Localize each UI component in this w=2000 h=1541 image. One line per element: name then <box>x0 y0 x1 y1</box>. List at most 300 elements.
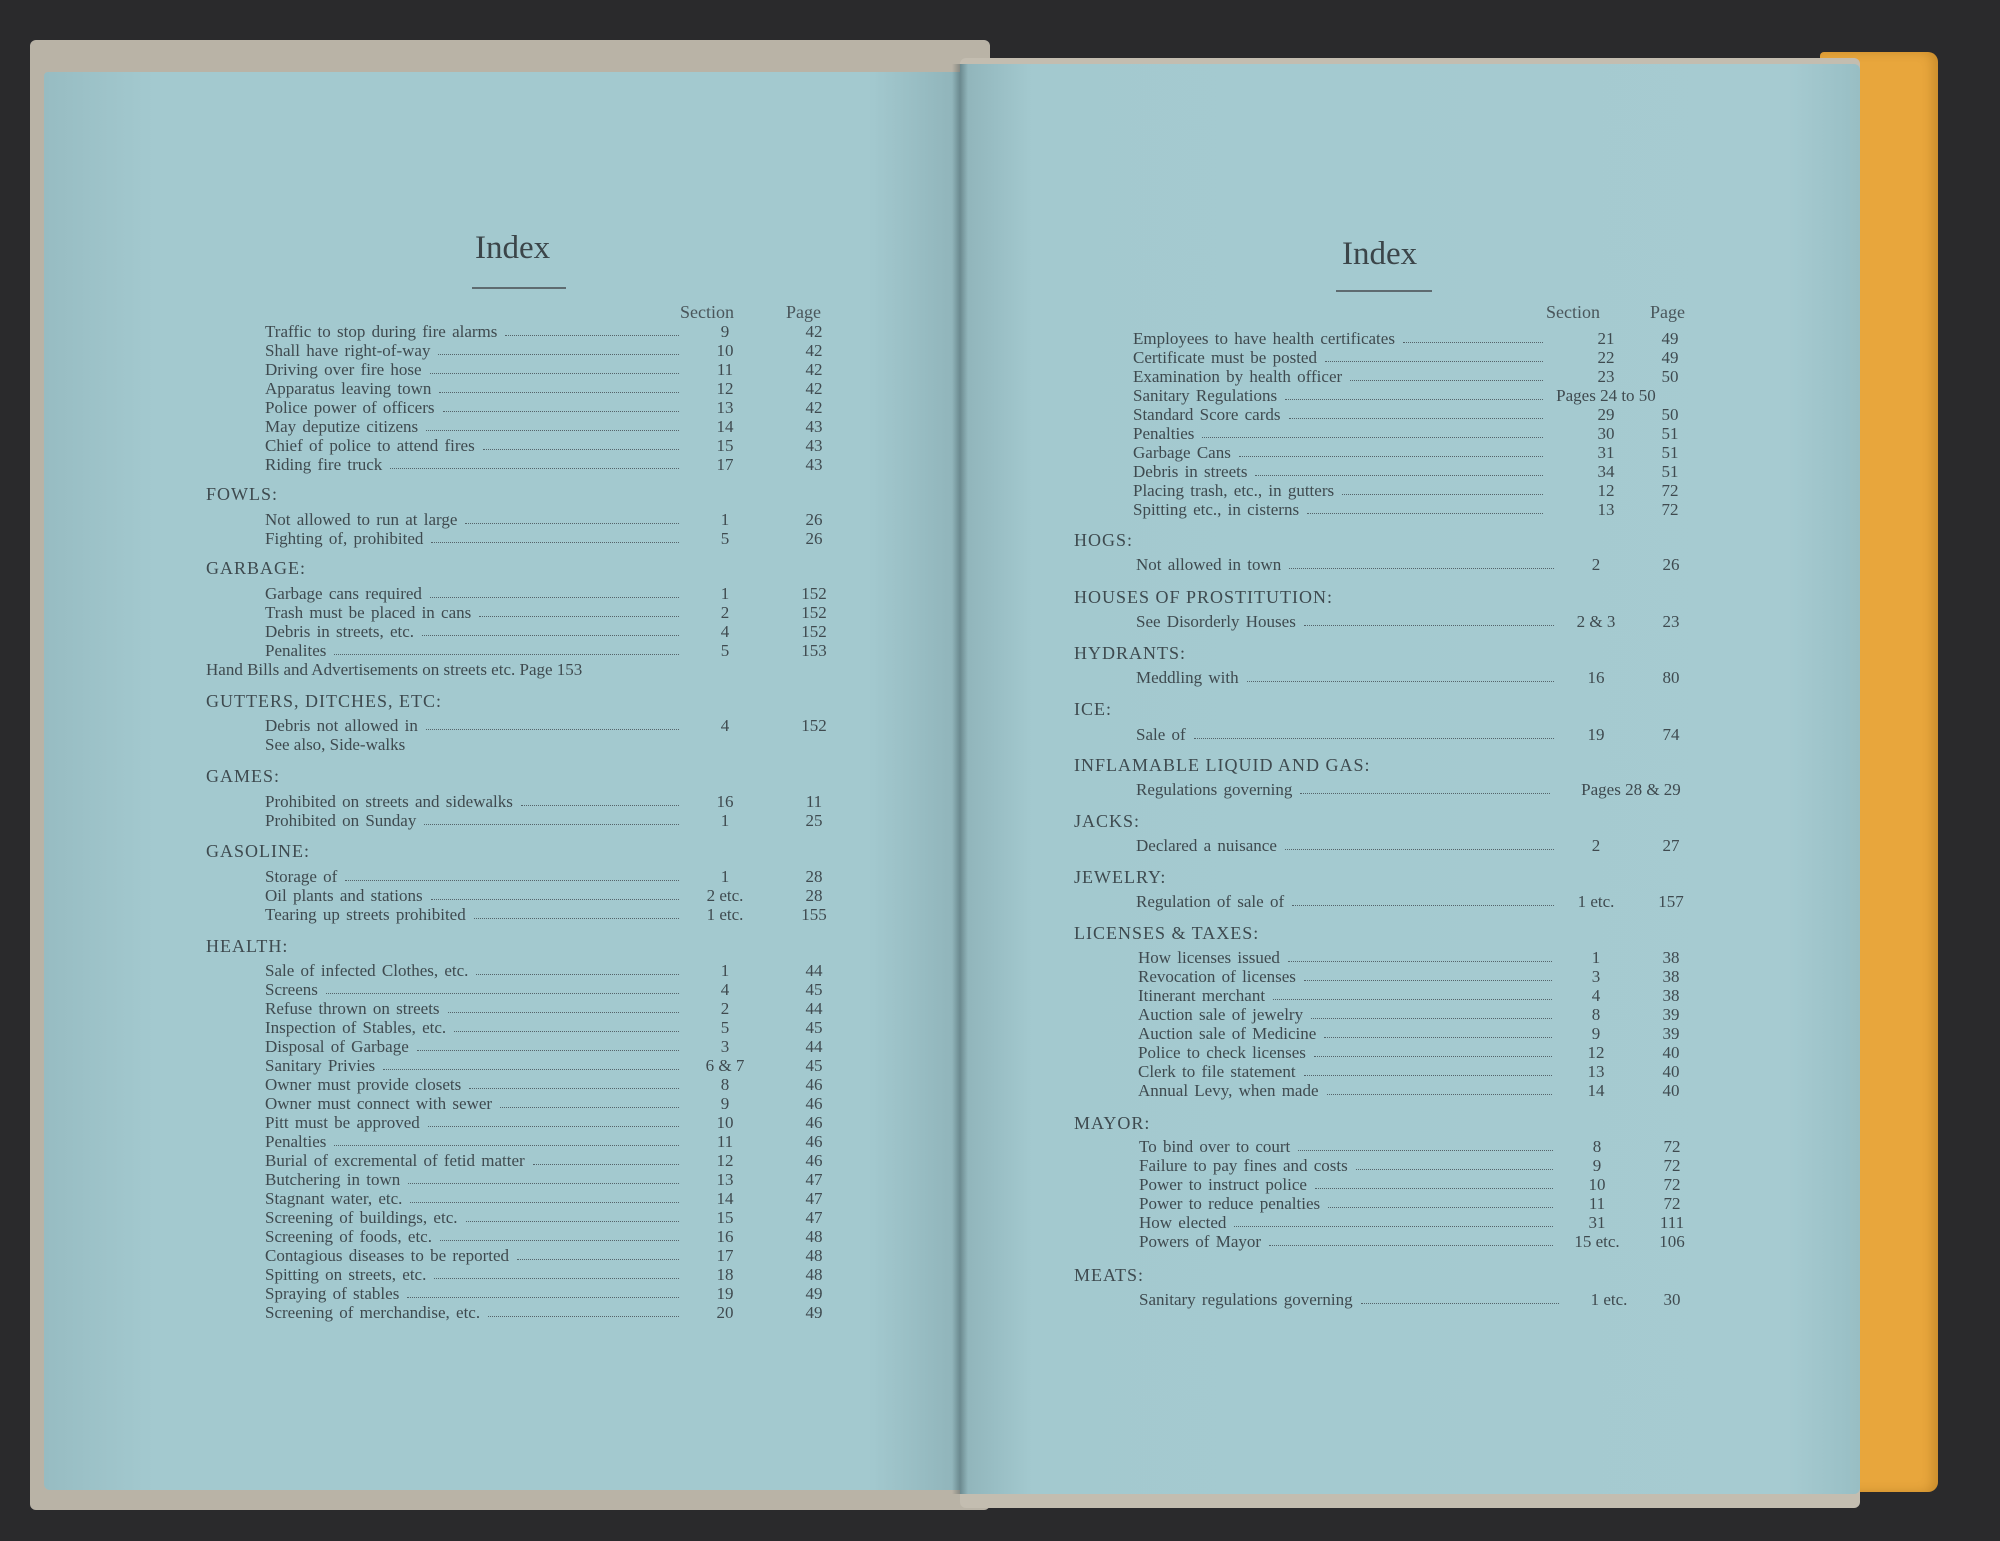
entry-page: 28 <box>805 886 823 905</box>
entry-page: 48 <box>805 1227 823 1246</box>
entry-section: 14 <box>716 417 734 436</box>
index-entry <box>265 1227 825 1246</box>
entry-section: 1 <box>1591 948 1601 967</box>
leader-dots <box>488 1316 679 1317</box>
entry-label: Auction sale of Medicine <box>1138 1024 1317 1043</box>
entry-page: 44 <box>805 999 823 1018</box>
entry-label: Penalites <box>265 641 327 660</box>
entry-page: 72 <box>1661 481 1679 500</box>
leader-dots <box>1288 961 1552 962</box>
entry-page: 50 <box>1661 367 1679 386</box>
entry-section: 21 <box>1597 329 1615 348</box>
index-entry <box>265 811 825 830</box>
entry-label: Not allowed to run at large <box>265 510 458 529</box>
leader-dots <box>1289 418 1543 419</box>
entry-label: Examination by health officer <box>1133 367 1343 386</box>
entry-page: 26 <box>805 510 823 529</box>
index-entry <box>265 961 825 980</box>
index-entry <box>1139 1137 1719 1156</box>
leader-dots <box>326 993 679 994</box>
entry-section: 16 <box>1587 668 1605 687</box>
index-entry <box>1133 348 1733 367</box>
entry-page: 28 <box>805 867 823 886</box>
section-heading: INFLAMABLE LIQUID AND GAS: <box>1074 755 1371 775</box>
entry-label: Tearing up streets prohibited <box>265 905 466 924</box>
entry-label: Inspection of Stables, etc. <box>265 1018 447 1037</box>
entry-page: 48 <box>805 1246 823 1265</box>
entry-label: Failure to pay fines and costs <box>1139 1156 1348 1175</box>
entry-section: 9 <box>1592 1156 1602 1175</box>
index-entry <box>1136 780 1736 799</box>
entry-section: 18 <box>716 1265 734 1284</box>
entry-section: 4 <box>720 716 730 735</box>
leader-dots <box>1307 513 1543 514</box>
entry-section: 11 <box>1588 1194 1606 1213</box>
entry-label: Chief of police to attend fires <box>265 436 475 455</box>
leader-dots <box>521 805 679 806</box>
entry-page: 25 <box>805 811 823 830</box>
section-heading: GUTTERS, DITCHES, ETC: <box>206 691 442 711</box>
index-entry <box>1133 481 1733 500</box>
entry-page: 43 <box>805 417 823 436</box>
entry-section: 4 <box>1591 986 1601 1005</box>
entry-section: 16 <box>716 792 734 811</box>
entry-section: 4 <box>720 980 730 999</box>
entry-label: Sanitary Regulations <box>1133 386 1278 405</box>
index-entry <box>265 1075 825 1094</box>
entry-page: 45 <box>805 1056 823 1075</box>
leader-dots <box>500 1107 679 1108</box>
index-entry <box>1138 1005 1718 1024</box>
index-entry <box>265 980 825 999</box>
entry-section: 13 <box>1597 500 1615 519</box>
entry-page: 49 <box>805 1303 823 1322</box>
leader-dots <box>410 1202 679 1203</box>
entry-section: Pages 24 to 50 <box>1556 386 1656 405</box>
leader-dots <box>517 1259 679 1260</box>
entry-section: 14 <box>1587 1081 1605 1100</box>
entry-label: Spraying of stables <box>265 1284 400 1303</box>
entry-label: Contagious diseases to be reported <box>265 1246 510 1265</box>
entry-label: Regulations governing <box>1136 780 1293 799</box>
entry-section: 8 <box>1592 1137 1602 1156</box>
entry-section: 23 <box>1597 367 1615 386</box>
index-entry <box>265 792 825 811</box>
index-entry <box>1136 555 1716 574</box>
index-entry <box>265 867 825 886</box>
index-entry <box>265 584 825 603</box>
index-entry <box>265 1094 825 1113</box>
right-col-page-header: Page <box>1650 302 1685 322</box>
entry-section: 1 etc. <box>1590 1290 1628 1309</box>
leader-dots <box>466 1221 680 1222</box>
entry-label: Burial of excremental of fetid matter <box>265 1151 525 1170</box>
leader-dots <box>1285 399 1543 400</box>
leader-dots <box>1361 1303 1559 1304</box>
leader-dots <box>1311 1018 1552 1019</box>
index-entry <box>1136 725 1716 744</box>
entry-label: Apparatus leaving town <box>265 379 432 398</box>
entry-section: 2 <box>720 999 730 1018</box>
entry-section: 12 <box>1597 481 1615 500</box>
index-entry <box>1133 329 1733 348</box>
index-entry <box>265 716 825 735</box>
entry-section: 11 <box>716 1132 734 1151</box>
entry-section: 31 <box>1597 443 1615 462</box>
entry-page: 72 <box>1663 1175 1681 1194</box>
section-heading: FOWLS: <box>206 484 279 504</box>
leader-dots <box>1247 681 1554 682</box>
entry-label: Disposal of Garbage <box>265 1037 409 1056</box>
index-entry <box>265 1208 825 1227</box>
index-entry <box>265 1056 825 1075</box>
entry-page: 46 <box>805 1151 823 1170</box>
entry-page: 27 <box>1662 836 1680 855</box>
entry-section: 13 <box>716 1170 734 1189</box>
entry-section: 1 <box>720 961 730 980</box>
index-entry <box>1138 1081 1718 1100</box>
entry-page: 51 <box>1661 443 1679 462</box>
entry-page: 51 <box>1661 462 1679 481</box>
entry-page: 45 <box>805 1018 823 1037</box>
section-heading: HOUSES OF PROSTITUTION: <box>1074 587 1334 607</box>
leader-dots <box>426 729 679 730</box>
leader-dots <box>1255 475 1543 476</box>
entry-label: See Disorderly Houses <box>1136 612 1296 631</box>
section-heading: GASOLINE: <box>206 841 310 861</box>
entry-section: 5 <box>720 1018 730 1037</box>
entry-label: Regulation of sale of <box>1136 892 1285 911</box>
entry-page: 152 <box>801 622 827 641</box>
entry-page: 11 <box>805 792 823 811</box>
entry-page: 40 <box>1662 1043 1680 1062</box>
entry-page: 72 <box>1663 1194 1681 1213</box>
section-heading: JEWELRY: <box>1074 867 1167 887</box>
left-col-section-header: Section <box>680 302 734 322</box>
index-entry <box>265 436 825 455</box>
leader-dots <box>422 635 679 636</box>
entry-section: 1 <box>720 811 730 830</box>
index-entry <box>1138 1043 1718 1062</box>
hand-bills-entry: Hand Bills and Advertisements on streets etc. Page 153 <box>206 660 583 679</box>
leader-dots <box>483 449 679 450</box>
entry-section: 14 <box>716 1189 734 1208</box>
entry-page: 42 <box>805 341 823 360</box>
leader-dots <box>334 654 679 655</box>
entry-label: Revocation of licenses <box>1138 967 1296 986</box>
entry-section: 15 etc. <box>1574 1232 1620 1251</box>
entry-label: Debris not allowed in <box>265 716 418 735</box>
entry-label: Sale of infected Clothes, etc. <box>265 961 469 980</box>
entry-page: 39 <box>1662 1024 1680 1043</box>
entry-label: Garbage cans required <box>265 584 422 603</box>
entry-page: 42 <box>805 379 823 398</box>
section-heading: LICENSES & TAXES: <box>1074 923 1260 943</box>
entry-page: 47 <box>805 1208 823 1227</box>
leader-dots <box>443 411 680 412</box>
entry-section: 19 <box>716 1284 734 1303</box>
leader-dots <box>1289 568 1554 569</box>
right-col-section-header: Section <box>1546 302 1600 322</box>
entry-label: Storage of <box>265 867 338 886</box>
section-heading: MEATS: <box>1074 1265 1145 1285</box>
entry-label: Not allowed in town <box>1136 555 1282 574</box>
entry-section: 22 <box>1597 348 1615 367</box>
index-entry <box>1133 386 1733 405</box>
leader-dots <box>1202 437 1543 438</box>
entry-page: 74 <box>1662 725 1680 744</box>
book-gutter <box>952 64 968 1494</box>
index-entry <box>265 622 825 641</box>
entry-page: 72 <box>1663 1137 1681 1156</box>
entry-page: 43 <box>805 455 823 474</box>
index-entry <box>1138 1062 1718 1081</box>
index-entry <box>265 1113 825 1132</box>
entry-section: 9 <box>1591 1024 1601 1043</box>
entry-label: Pitt must be approved <box>265 1113 420 1132</box>
entry-section: 13 <box>716 398 734 417</box>
index-entry <box>265 1303 825 1322</box>
leader-dots <box>1328 1207 1553 1208</box>
leader-dots <box>426 430 679 431</box>
entry-page: 42 <box>805 322 823 341</box>
leader-dots <box>1324 1037 1552 1038</box>
entry-page: 152 <box>801 584 827 603</box>
entry-page: 38 <box>1662 948 1680 967</box>
index-entry <box>1138 986 1718 1005</box>
index-entry <box>1139 1156 1719 1175</box>
section-heading: GAMES: <box>206 766 281 786</box>
entry-section: 5 <box>720 641 730 660</box>
leader-dots <box>1304 625 1554 626</box>
leader-dots <box>1327 1094 1552 1095</box>
entry-label: Prohibited on streets and sidewalks <box>265 792 513 811</box>
entry-label: Prohibited on Sunday <box>265 811 417 830</box>
leader-dots <box>1304 1075 1552 1076</box>
leader-dots <box>431 899 679 900</box>
entry-label: How licenses issued <box>1138 948 1280 967</box>
index-entry <box>1136 612 1716 631</box>
leader-dots <box>390 468 679 469</box>
entry-page: 42 <box>805 398 823 417</box>
leader-dots <box>1325 361 1543 362</box>
leader-dots <box>430 597 679 598</box>
left-page-title: Index <box>475 230 551 266</box>
entry-page: 80 <box>1662 668 1680 687</box>
entry-page: 49 <box>1661 329 1679 348</box>
leader-dots <box>1273 999 1552 1000</box>
entry-section: 11 <box>716 360 734 379</box>
entry-label: Clerk to file statement <box>1138 1062 1296 1081</box>
index-entry <box>1133 424 1733 443</box>
index-entry <box>1133 462 1733 481</box>
entry-label: Screening of foods, etc. <box>265 1227 432 1246</box>
entry-label: Power to reduce penalties <box>1139 1194 1321 1213</box>
entry-page: 39 <box>1662 1005 1680 1024</box>
leader-dots <box>1350 380 1543 381</box>
index-entry <box>1139 1232 1719 1251</box>
index-entry <box>265 1037 825 1056</box>
right-page-title: Index <box>1342 236 1418 272</box>
index-entry <box>265 1132 825 1151</box>
entry-section: 1 <box>720 867 730 886</box>
index-entry <box>265 1018 825 1037</box>
index-entry <box>265 322 825 341</box>
entry-label: Declared a nuisance <box>1136 836 1277 855</box>
entry-section: 16 <box>716 1227 734 1246</box>
entry-page: 38 <box>1662 986 1680 1005</box>
entry-section: 17 <box>716 455 734 474</box>
entry-section: 10 <box>716 1113 734 1132</box>
entry-label: Sanitary regulations governing <box>1139 1290 1353 1309</box>
index-entry <box>265 1246 825 1265</box>
leader-dots <box>474 918 679 919</box>
leader-dots <box>408 1183 679 1184</box>
leader-dots <box>417 1050 679 1051</box>
index-entry <box>1133 500 1733 519</box>
entry-label: May deputize citizens <box>265 417 419 436</box>
leader-dots <box>1239 456 1543 457</box>
section-heading: HEALTH: <box>206 936 289 956</box>
index-entry <box>265 1284 825 1303</box>
entry-label: Oil plants and stations <box>265 886 423 905</box>
entry-label: Standard Score cards <box>1133 405 1281 424</box>
entry-page: 152 <box>801 716 827 735</box>
leader-dots <box>407 1297 679 1298</box>
entry-label: Stagnant water, etc. <box>265 1189 403 1208</box>
entry-label: Garbage Cans <box>1133 443 1231 462</box>
entry-section: 15 <box>716 436 734 455</box>
entry-page: 43 <box>805 436 823 455</box>
index-entry <box>265 379 825 398</box>
leader-dots <box>1314 1056 1552 1057</box>
index-entry <box>265 398 825 417</box>
leader-dots <box>334 1145 679 1146</box>
entry-section: 12 <box>1587 1043 1605 1062</box>
index-entry <box>1133 443 1733 462</box>
entry-label: Certificate must be posted <box>1133 348 1317 367</box>
entry-label: Itinerant merchant <box>1138 986 1266 1005</box>
entry-page: 40 <box>1662 1062 1680 1081</box>
entry-section: 30 <box>1597 424 1615 443</box>
entry-label: Power to instruct police <box>1139 1175 1307 1194</box>
entry-label: Sanitary Privies <box>265 1056 376 1075</box>
entry-page: 23 <box>1662 612 1680 631</box>
index-entry <box>1139 1213 1719 1232</box>
index-entry <box>265 1170 825 1189</box>
leader-dots <box>1298 1150 1553 1151</box>
index-entry <box>265 360 825 379</box>
entry-section: 19 <box>1587 725 1605 744</box>
entry-section: 20 <box>716 1303 734 1322</box>
entry-section: Pages 28 & 29 <box>1581 780 1681 799</box>
section-heading: JACKS: <box>1074 811 1141 831</box>
entry-label: Trash must be placed in cans <box>265 603 472 622</box>
entry-page: 106 <box>1659 1232 1685 1251</box>
entry-page: 47 <box>805 1170 823 1189</box>
entry-page: 44 <box>805 961 823 980</box>
entry-label: Fighting of, prohibited <box>265 529 424 548</box>
leader-dots <box>431 542 679 543</box>
entry-section: 8 <box>720 1075 730 1094</box>
index-entry <box>265 999 825 1018</box>
entry-section: 34 <box>1597 462 1615 481</box>
left-title-rule <box>472 287 566 289</box>
entry-section: 1 <box>720 584 730 603</box>
entry-label: Debris in streets, etc. <box>265 622 415 641</box>
index-entry <box>265 510 825 529</box>
entry-label: Riding fire truck <box>265 455 383 474</box>
leader-dots <box>465 523 679 524</box>
index-entry <box>1136 836 1716 855</box>
leader-dots <box>1342 494 1543 495</box>
index-entry <box>265 1265 825 1284</box>
left-col-page-header: Page <box>786 302 821 322</box>
entry-section: 2 <box>1591 555 1601 574</box>
entry-page: 49 <box>805 1284 823 1303</box>
leader-dots <box>1234 1226 1553 1227</box>
entry-page: 155 <box>801 905 827 924</box>
leader-dots <box>1292 905 1554 906</box>
entry-section: 3 <box>1591 967 1601 986</box>
entry-page: 26 <box>1662 555 1680 574</box>
entry-page: 72 <box>1663 1156 1681 1175</box>
entry-section: 13 <box>1587 1062 1605 1081</box>
entry-label: Butchering in town <box>265 1170 401 1189</box>
leader-dots <box>434 1278 679 1279</box>
index-entry <box>265 1151 825 1170</box>
entry-section: 31 <box>1588 1213 1606 1232</box>
entry-section: 15 <box>716 1208 734 1227</box>
leader-dots <box>440 1240 679 1241</box>
index-entry <box>265 886 825 905</box>
entry-section: 12 <box>716 379 734 398</box>
entry-page: 46 <box>805 1113 823 1132</box>
leader-dots <box>505 335 679 336</box>
leader-dots <box>476 974 679 975</box>
leader-dots <box>1315 1188 1553 1189</box>
entry-label: Shall have right-of-way <box>265 341 431 360</box>
entry-section: 1 etc. <box>1577 892 1615 911</box>
entry-page: 26 <box>805 529 823 548</box>
leader-dots <box>345 880 679 881</box>
index-entry <box>1138 1024 1718 1043</box>
entry-page: 111 <box>1659 1213 1685 1232</box>
leader-dots <box>1304 980 1552 981</box>
entry-page: 48 <box>805 1265 823 1284</box>
leader-dots <box>428 1126 679 1127</box>
entry-section: 3 <box>720 1037 730 1056</box>
section-heading: ICE: <box>1074 699 1112 719</box>
entry-page: 30 <box>1663 1290 1681 1309</box>
index-entry <box>265 341 825 360</box>
leader-dots <box>1403 342 1543 343</box>
entry-label: Powers of Mayor <box>1139 1232 1262 1251</box>
entry-label: Traffic to stop during fire alarms <box>265 322 498 341</box>
leader-dots <box>454 1031 679 1032</box>
leader-dots <box>448 1012 679 1013</box>
entry-section: 1 etc. <box>706 905 744 924</box>
section-heading: HYDRANTS: <box>1074 643 1187 663</box>
leader-dots <box>439 392 679 393</box>
entry-label: Owner must provide closets <box>265 1075 462 1094</box>
entry-section: 1 <box>720 510 730 529</box>
leader-dots <box>533 1164 679 1165</box>
entry-page: 40 <box>1662 1081 1680 1100</box>
entry-section: 10 <box>716 341 734 360</box>
entry-section: 12 <box>716 1151 734 1170</box>
index-entry <box>1133 405 1733 424</box>
